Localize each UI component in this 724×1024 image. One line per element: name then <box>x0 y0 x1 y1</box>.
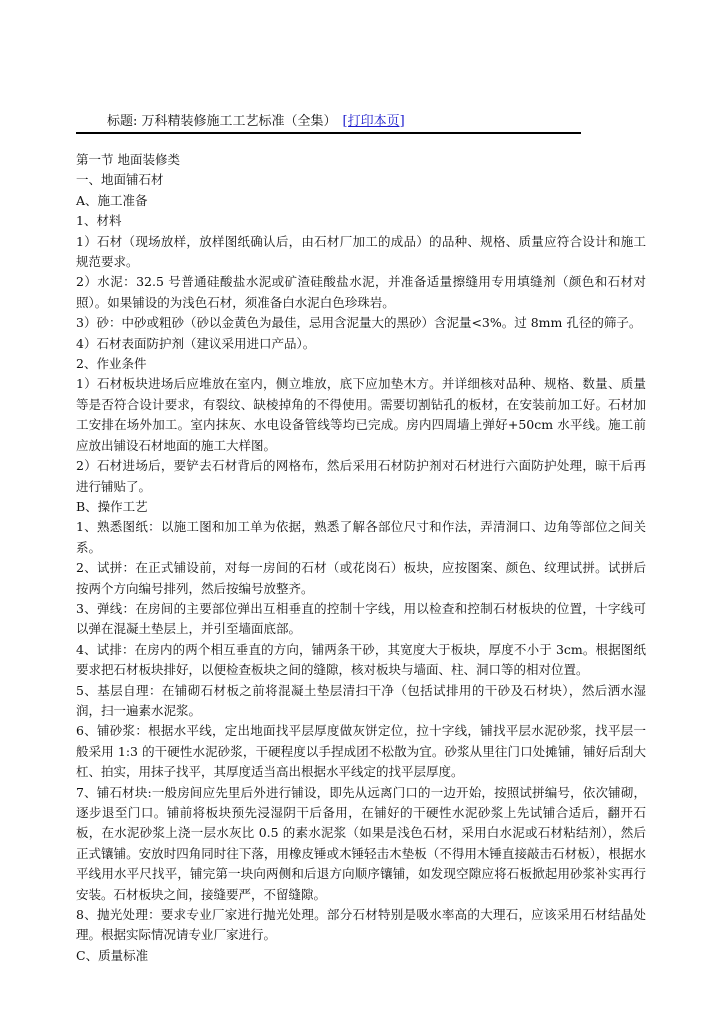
paragraph: 5、基层自理：在铺砌石材板之前将混凝土垫层清扫干净（包括试排用的干砂及石材块），然后洒水湿润，扫一遍素水泥浆。 <box>76 682 646 718</box>
document-header <box>107 113 405 131</box>
header-divider <box>76 132 581 134</box>
item-heading: 1、材料 <box>76 213 122 229</box>
part-heading: A、施工准备 <box>76 192 148 208</box>
paragraph: 2）石材进场后，要铲去石材背后的网格布，然后采用石材防护剂对石材进行六面防护处理，晾干后再进行铺贴了。 <box>76 458 646 494</box>
paragraph: 7、铺石材块:一般房间应先里后外进行铺设，即先从远离门口的一边开始，按照试拼编号，依次铺砌，逐步退至门口。铺前将板块预先浸湿阴干后备用，在铺好的干硬性水泥砂浆上先试铺合适后，翻开石板，在水泥砂浆上浇一层水灰比 0.5 的素水泥浆（如果是浅色石材，采用白水泥或石材粘结剂），然后正式镶铺。安放时四角同时往下落，用橡皮锤或木锤轻击木垫板（不得用木锤直接敲击石材板），根据水平线用水平尺找平，铺完第一块向两侧和后退方向顺序镶铺，如发现空隙应将石板掀起用砂浆补实再行安装。石材板块之间，接缝要严，不留缝隙。 <box>76 784 646 902</box>
paragraph: 3、弹线：在房间的主要部位弹出互相垂直的控制十字线，用以检查和控制石材板块的位置，十字线可以弹在混凝土垫层上，并引至墙面底部。 <box>76 600 646 637</box>
paragraph: 1）石材板块进场后应堆放在室内，侧立堆放，底下应加垫木方。并详细核对品种、规格、数量、质量等是否符合设计要求，有裂纹、缺棱掉角的不得使用。需要切割钻孔的板材，在安装前加工好。石材加工安排在场外加工。室内抹灰、水电设备管线等均已完成。房内四周墙上弹好+50cm 水平线。施工前应放出铺设石材地面的施工大样图。 <box>76 376 646 453</box>
paragraph: 2）水泥：32.5 号普通硅酸盐水泥或矿渣硅酸盐水泥，并准备适量擦缝用专用填缝剂（颜色和石材对照）。如果铺设的为浅色石材，须准备白水泥白色珍珠岩。 <box>76 274 646 310</box>
paragraph: 6、铺砂浆：根据水平线，定出地面找平层厚度做灰饼定位，拉十字线，铺找平层水泥砂浆，找平层一般采用 1:3 的干硬性水泥砂浆，干硬程度以手捏成团不松散为宜。砂浆从里往门口处摊铺，铺好后刮大杠、拍实，用抹子找平，其厚度适当高出根据水平线定的找平层厚度。 <box>76 723 646 780</box>
paragraph: 4、试排：在房内的两个相互垂直的方向，铺两条干砂，其宽度大于板块，厚度不小于 3cm。根据图纸要求把石材板块排好，以便检查板块之间的缝隙，核对板块与墙面、柱、洞口等的相对位置。 <box>76 641 646 678</box>
part-heading: B、操作工艺 <box>76 498 148 514</box>
paragraph: 4）石材表面防护剂（建议采用进口产品）。 <box>76 335 316 351</box>
item-heading: 2、作业条件 <box>76 356 147 372</box>
paragraph: 8、抛光处理：要求专业厂家进行抛光处理。部分石材特别是吸水率高的大理石，应该采用石材结晶处理。根据实际情况请专业厂家进行。 <box>76 907 646 943</box>
paragraph: 1）石材（现场放样，放样图纸确认后，由石材厂加工的成品）的品种、规格、质量应符合设计和施工规范要求。 <box>76 233 646 270</box>
document-title: 标题: 万科精装修施工工艺标准（全集） <box>107 114 337 129</box>
document-body <box>76 150 646 966</box>
part-heading: C、质量标准 <box>76 947 149 963</box>
paragraph: 2、试拼：在正式铺设前，对每一房间的石材（或花岗石）板块，应按图案、颜色、纹理试拼。试拼后按两个方向编号排列，然后按编号放整齐。 <box>76 560 646 596</box>
paragraph: 1、熟悉图纸：以施工图和加工单为依据，熟悉了解各部位尺寸和作法，弄清洞口、边角等部位之间关系。 <box>76 519 646 555</box>
paragraph: 3）砂：中砂或粗砂（砂以金黄色为最佳，忌用含泥量大的黑砂）含泥量<3%。过 8mm 孔径的筛子。 <box>76 315 642 331</box>
section-heading: 第一节 地面装修类 <box>76 152 180 167</box>
subsection-heading: 一、地面铺石材 <box>76 172 164 188</box>
print-page-link[interactable]: [打印本页] <box>342 114 405 129</box>
